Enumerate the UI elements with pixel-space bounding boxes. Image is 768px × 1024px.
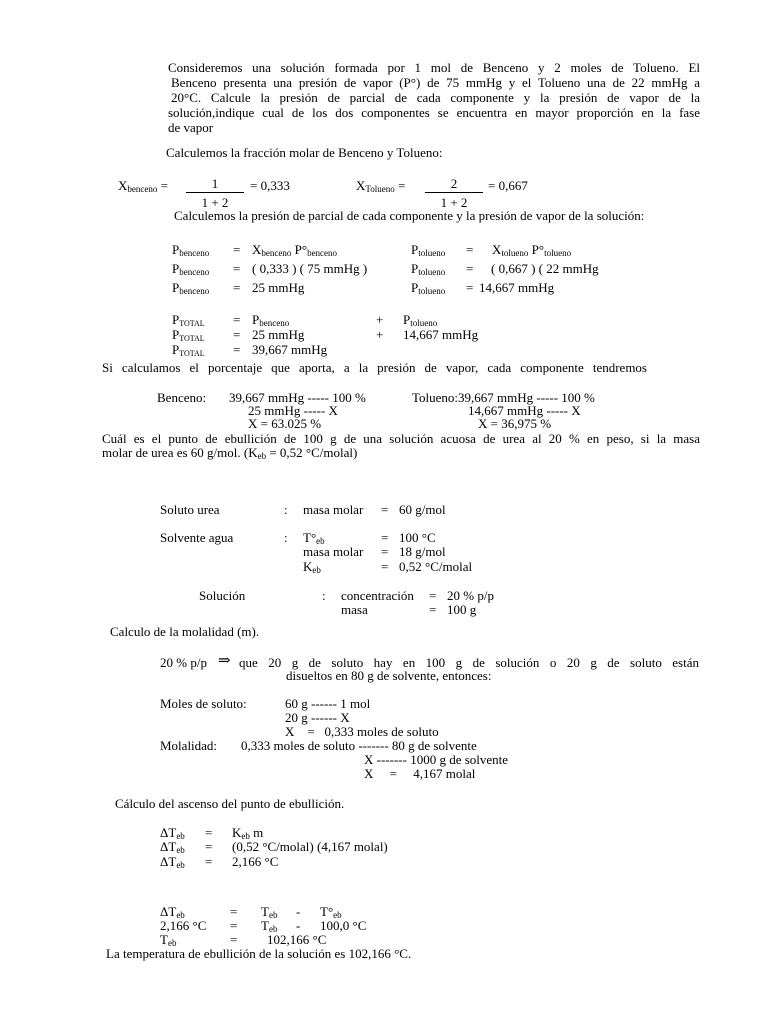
p-tolueno-row: $P_{tolueno}$ xyxy=(411,280,446,296)
molalidad-label: Molalidad: xyxy=(160,738,218,753)
step-molar-fraction: Calculemos la fracción molar de Benceno y Tolueno: xyxy=(166,145,443,160)
final-row-term: $T_{eb}$ xyxy=(261,904,278,920)
statement-line: Consideremos una solución formada por 1 mol de Benceno y 2 moles de Tolueno. El xyxy=(168,60,700,75)
equals-sign: = xyxy=(233,342,241,357)
solvente-value: 0,52 °C/molal xyxy=(399,559,473,574)
statement-line: solución,indique cual de los dos componentes se encuentra en mayor proporción en la fase xyxy=(168,105,700,120)
p-benceno-row: $P_{benceno}$ xyxy=(172,242,210,258)
solvente-prop: masa molar xyxy=(303,544,364,559)
delta-t-formula: $K_{eb}$ m xyxy=(232,825,264,841)
molalidad-rule-result: X = 4,167 molal xyxy=(364,766,476,781)
boiling-heading: Cálculo del ascenso del punto de ebullición. xyxy=(115,796,345,811)
p-total-term-a: 25 mmHg xyxy=(252,327,305,342)
percent-intro: Si calculamos el porcentaje que aporta, a la presión de vapor, cada componente tendremos xyxy=(102,360,647,375)
x-benceno-label: $X_{benceno}$ = xyxy=(118,178,168,194)
equals-sign: = xyxy=(233,242,241,257)
equals-sign: = xyxy=(205,854,213,869)
solvente-label: Solvente agua xyxy=(160,530,234,545)
soluto-prop: masa molar xyxy=(303,502,364,517)
solucion-prop: concentración xyxy=(341,588,414,603)
tolueno-rule-line: Tolueno:39,667 mmHg ----- 100 % xyxy=(412,390,595,405)
equals-sign: = xyxy=(429,588,437,603)
equals-sign: = xyxy=(466,242,474,257)
equals-sign: = xyxy=(466,261,474,276)
p-tolueno-substitution: ( 0,667 ) ( 22 mmHg xyxy=(491,261,599,276)
colon: : xyxy=(284,530,288,545)
equals-sign: = xyxy=(230,918,238,933)
minus-sign: - xyxy=(296,918,301,933)
equals-sign: = xyxy=(381,502,389,517)
moles-rule-line: 20 g ------ X xyxy=(285,710,350,725)
statement-line: de vapor xyxy=(168,120,214,135)
p-benceno-substitution: ( 0,333 ) ( 75 mmHg ) xyxy=(252,261,368,276)
final-row-lhs: $\Delta T_{eb}$ xyxy=(160,904,185,920)
delta-t-row: $\Delta T_{eb}$ xyxy=(160,839,185,855)
p-total-row: $P_{TOTAL}$ xyxy=(172,327,205,343)
final-row-term: $T^\circ_{eb}$ xyxy=(320,904,342,920)
p-tolueno-result: 14,667 mmHg xyxy=(479,280,555,295)
equals-sign: = xyxy=(233,312,241,327)
final-result: 102,166 °C xyxy=(267,932,327,947)
x-tolueno-fraction: $\frac{2}{1 + 2}$ xyxy=(425,177,483,209)
conclusion: La temperatura de ebullición de la solución es 102,166 °C. xyxy=(106,946,412,961)
equals-sign: = xyxy=(429,602,437,617)
benceno-rule-result: X = 63.025 % xyxy=(248,416,322,431)
p-total-term-b: 14,667 mmHg xyxy=(403,327,479,342)
delta-t-result: 2,166 °C xyxy=(232,854,279,869)
p-total-result: 39,667 mmHg xyxy=(252,342,328,357)
tolueno-rule-line: 14,667 mmHg ----- X xyxy=(468,403,581,418)
equals-sign: = xyxy=(381,544,389,559)
moles-label: Moles de soluto: xyxy=(160,696,247,711)
statement-line: 20°C. Calcule la presión de parcial de cada componente y la presión de vapor de la xyxy=(171,90,700,105)
colon: : xyxy=(322,588,326,603)
tolueno-rule-result: X = 36,975 % xyxy=(478,416,552,431)
solucion-value: 20 % p/p xyxy=(447,588,494,603)
pp-explanation: que 20 g de soluto hay en 100 g de solución o 20 g de soluto están xyxy=(239,655,699,670)
solvente-prop: $T^\circ_{eb}$ xyxy=(303,530,325,546)
solucion-prop: masa xyxy=(341,602,368,617)
problem2-statement: Cuál es el punto de ebullición de 100 g de una solución acuosa de urea al 20 % en peso, si la masa xyxy=(102,431,700,446)
plus-sign: + xyxy=(376,327,384,342)
delta-t-row: $\Delta T_{eb}$ xyxy=(160,825,185,841)
moles-rule-result: X = 0,333 moles de soluto xyxy=(285,724,439,739)
final-row-lhs: $T_{eb}$ xyxy=(160,932,177,948)
delta-t-row: $\Delta T_{eb}$ xyxy=(160,854,185,870)
p-total-term-a: $P_{benceno}$ xyxy=(252,312,290,328)
x-benceno-result: = 0,333 xyxy=(250,178,290,193)
p-tolueno-row: $P_{tolueno}$ xyxy=(411,242,446,258)
solvente-value: 18 g/mol xyxy=(399,544,446,559)
p-benceno-result: 25 mmHg xyxy=(252,280,305,295)
soluto-value: 60 g/mol xyxy=(399,502,446,517)
moles-rule-line: 60 g ------ 1 mol xyxy=(285,696,371,711)
equals-sign: = xyxy=(233,327,241,342)
p-total-row: $P_{TOTAL}$ xyxy=(172,342,205,358)
final-row-term: 100,0 °C xyxy=(320,918,367,933)
statement-line: Benceno presenta una presión de vapor (P°) de 75 mmHg y el Tolueno una de 22 mmHg a xyxy=(171,75,700,90)
minus-sign: - xyxy=(296,904,301,919)
molalidad-rule-line: X ------- 1000 g de solvente xyxy=(364,752,509,767)
molalidad-rule-line: 0,333 moles de soluto ------- 80 g de solvente xyxy=(241,738,477,753)
molality-heading: Calculo de la molalidad (m). xyxy=(110,624,260,639)
x-tolueno-result: = 0,667 xyxy=(488,178,528,193)
p-tolueno-row: $P_{tolueno}$ xyxy=(411,261,446,277)
equals-sign: = xyxy=(205,839,213,854)
p-benceno-row: $P_{benceno}$ xyxy=(172,261,210,277)
problem1-statement xyxy=(168,60,700,135)
p-total-term-b: $P_{tolueno}$ xyxy=(403,312,438,328)
equals-sign: = xyxy=(381,559,389,574)
equals-sign: = xyxy=(233,280,241,295)
delta-t-substitution: (0,52 °C/molal) (4,167 molal) xyxy=(232,839,388,854)
problem2-statement: molar de urea es 60 g/mol. ($K_{eb} = 0,52$ °C/molal) xyxy=(102,445,358,461)
final-row-term: $T_{eb}$ xyxy=(261,918,278,934)
p-benceno-formula: $X_{benceno}$ $P^\circ_{benceno}$ xyxy=(252,242,338,258)
equals-sign: = xyxy=(230,904,238,919)
step-partial-pressure: Calculemos la presión de parcial de cada componente y la presión de vapor de la solución: xyxy=(174,208,645,223)
solucion-value: 100 g xyxy=(447,602,477,617)
colon: : xyxy=(284,502,288,517)
benceno-rule-line: 25 mmHg ----- X xyxy=(248,403,338,418)
pp-label: 20 % p/p xyxy=(160,655,207,670)
plus-sign: + xyxy=(376,312,384,327)
equals-sign: = xyxy=(381,530,389,545)
final-row-lhs: 2,166 °C xyxy=(160,918,207,933)
x-benceno-fraction: $\frac{1}{1 + 2}$ xyxy=(186,177,244,209)
equals-sign: = xyxy=(205,825,213,840)
solvente-value: 100 °C xyxy=(399,530,436,545)
p-benceno-row: $P_{benceno}$ xyxy=(172,280,210,296)
benceno-rule-line: 39,667 mmHg ----- 100 % xyxy=(229,390,366,405)
solucion-label: Solución xyxy=(199,588,246,603)
equals-sign: = xyxy=(466,280,474,295)
x-tolueno-label: $X_{Tolueno}$ = xyxy=(356,178,406,194)
benceno-label: Benceno: xyxy=(157,390,207,405)
implies-arrow-icon: ⇒ xyxy=(218,653,231,669)
equals-sign: = xyxy=(230,932,238,947)
p-tolueno-formula: $X_{tolueno}$ $P^\circ_{tolueno}$ xyxy=(492,242,572,258)
equals-sign: = xyxy=(233,261,241,276)
solvente-prop: $K_{eb}$ xyxy=(303,559,321,575)
soluto-label: Soluto urea xyxy=(160,502,220,517)
pp-explanation: disueltos en 80 g de solvente, entonces: xyxy=(286,668,492,683)
p-total-row: $P_{TOTAL}$ xyxy=(172,312,205,328)
